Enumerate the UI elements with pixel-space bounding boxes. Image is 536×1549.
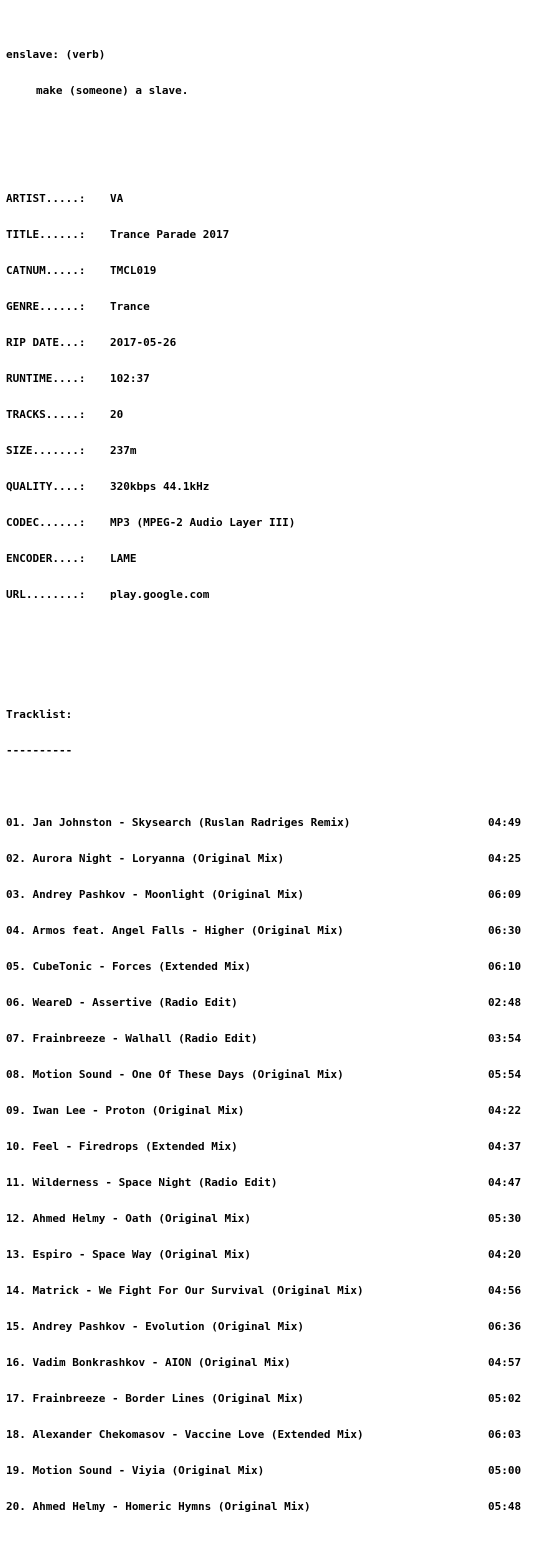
track-duration: 06:10 [488,960,522,973]
track-row [6,1501,528,1513]
field-key: GENRE......: [6,300,86,313]
track-title: 03. Andrey Pashkov - Moonlight (Original Mix) [6,888,305,901]
track-duration: 05:30 [488,1212,522,1225]
track-row [6,853,528,865]
track-title: 09. Iwan Lee - Proton (Original Mix) [6,1104,245,1117]
track-row [6,1285,528,1297]
field-runtime [6,373,534,385]
track-row [6,1033,528,1045]
track-duration: 04:20 [488,1248,522,1261]
track-row [6,1213,528,1225]
track-row [6,1321,528,1333]
definition-term: enslave: (verb) [6,48,106,61]
track-row [6,1357,528,1369]
field-title [6,229,534,241]
track-duration: 04:22 [488,1104,522,1117]
field-rip-date [6,337,534,349]
field-key: RUNTIME....: [6,372,86,385]
field-value: 2017-05-26 [110,336,177,349]
track-title: 14. Matrick - We Fight For Our Survival (Original Mix) [6,1284,364,1297]
track-title: 07. Frainbreeze - Walhall (Radio Edit) [6,1032,258,1045]
field-catnum [6,265,534,277]
field-url [6,589,534,601]
definition-meaning: make (someone) a slave. [36,84,189,97]
track-title: 10. Feel - Firedrops (Extended Mix) [6,1140,238,1153]
field-size [6,445,534,457]
track-row [6,1105,528,1117]
track-duration: 05:48 [488,1500,522,1513]
field-artist [6,193,534,205]
track-row [6,1465,528,1477]
field-key: TITLE......: [6,228,86,241]
track-duration: 05:02 [488,1392,522,1405]
field-key: SIZE.......: [6,444,86,457]
field-codec [6,517,534,529]
track-duration: 06:30 [488,924,522,937]
field-value: 320kbps 44.1kHz [110,480,210,493]
tracklist-underline: ---------- [6,744,73,757]
field-quality [6,481,534,493]
track-duration: 04:25 [488,852,522,865]
track-row [6,889,528,901]
track-title: 13. Espiro - Space Way (Original Mix) [6,1248,252,1261]
field-key: CATNUM.....: [6,264,86,277]
spacer [6,661,534,673]
track-duration: 04:49 [488,816,522,829]
field-value: 102:37 [110,372,150,385]
track-row [6,1393,528,1405]
field-tracks [6,409,534,421]
track-title: 05. CubeTonic - Forces (Extended Mix) [6,960,252,973]
track-row [6,1069,528,1081]
field-key: ARTIST.....: [6,192,86,205]
track-duration: 04:37 [488,1140,522,1153]
field-encoder [6,553,534,565]
tracklist-heading: Tracklist: [6,708,73,721]
field-key: ENCODER....: [6,552,86,565]
track-row [6,1141,528,1153]
track-row [6,1177,528,1189]
track-title: 01. Jan Johnston - Skysearch (Ruslan Radriges Remix) [6,816,351,829]
release-info [6,169,534,625]
track-duration: 04:57 [488,1356,522,1369]
track-title: 18. Alexander Chekomasov - Vaccine Love (Extended Mix) [6,1428,364,1441]
nfo-document [6,25,534,1549]
track-title: 20. Ahmed Helmy - Homeric Hymns (Original Mix) [6,1500,311,1513]
field-value: Trance [110,300,150,313]
track-row [6,1429,528,1441]
field-value: VA [110,192,124,205]
track-row [6,1249,528,1261]
track-row [6,997,528,1009]
field-key: CODEC......: [6,516,86,529]
track-title: 16. Vadim Bonkrashkov - AION (Original Mix) [6,1356,291,1369]
field-genre [6,301,534,313]
track-title: 12. Ahmed Helmy - Oath (Original Mix) [6,1212,252,1225]
field-key: RIP DATE...: [6,336,86,349]
field-value: Trance Parade 2017 [110,228,230,241]
field-key: URL........: [6,588,86,601]
track-title: 19. Motion Sound - Viyia (Original Mix) [6,1464,265,1477]
track-duration: 04:47 [488,1176,522,1189]
field-value: LAME [110,552,137,565]
field-value: 20 [110,408,124,421]
track-title: 17. Frainbreeze - Border Lines (Original Mix) [6,1392,305,1405]
track-duration: 05:54 [488,1068,522,1081]
track-duration: 05:00 [488,1464,522,1477]
track-title: 08. Motion Sound - One Of These Days (Original Mix) [6,1068,344,1081]
track-title: 06. WeareD - Assertive (Radio Edit) [6,996,238,1009]
track-duration: 03:54 [488,1032,522,1045]
track-title: 04. Armos feat. Angel Falls - Higher (Original Mix) [6,924,344,937]
track-row [6,961,528,973]
tracklist [6,793,534,1537]
track-duration: 06:09 [488,888,522,901]
track-title: 02. Aurora Night - Loryanna (Original Mix) [6,852,285,865]
track-duration: 06:36 [488,1320,522,1333]
track-duration: 06:03 [488,1428,522,1441]
track-title: 11. Wilderness - Space Night (Radio Edit) [6,1176,278,1189]
track-row [6,925,528,937]
field-value: play.google.com [110,588,210,601]
field-key: QUALITY....: [6,480,86,493]
field-value: MP3 (MPEG-2 Audio Layer III) [110,516,296,529]
field-value: 237m [110,444,137,457]
track-duration: 04:56 [488,1284,522,1297]
track-title: 15. Andrey Pashkov - Evolution (Original Mix) [6,1320,305,1333]
field-value: TMCL019 [110,264,157,277]
spacer [6,121,534,133]
track-duration: 02:48 [488,996,522,1009]
field-key: TRACKS.....: [6,408,86,421]
track-row [6,817,528,829]
